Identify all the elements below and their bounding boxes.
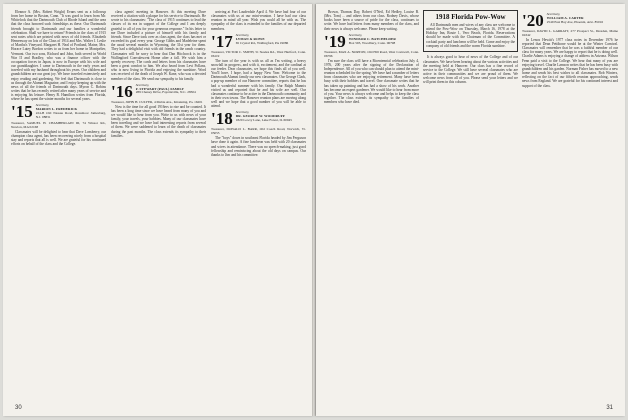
secretary-address: 2549 East Bay Ave, Phoenix, Ariz. 85016 [546,19,604,24]
column-text: The "boys" down in southeast Florida headed by Jim Ferguson have done it again. A fine luncheon was held with 20 classmates and wives in attendance. There was no speech-making, just good fellowship and reminiscing about the old days on campus. Our thanks to Jim and his committee. [211,136,306,157]
class-1915-header [11,104,106,120]
treasurer-info: Treasurer, DONALD L. BARR, Old Coach Road, Norwich, Vt. 05055 [211,127,306,136]
class-1917-header [211,31,306,51]
secretary-block [547,13,603,25]
column-text: Classmates will be delighted to hear that Dave Lonsberry, our champion class agent, has been recovering nicely from a hospital stay and reports that all is well. We are grateful for his continued efforts on behalf of the class and the College. [11,129,106,147]
class-year: '17 [211,31,233,51]
left-column-1 [11,10,106,396]
column-text: I'm sure the class will have a Bicentennial celebration July 4, 1976, 200 years after the signing of the Declaration of Independence. All of you who can should plan to attend the mini-reunion scheduled for the spring. We have had a number of letters from classmates who are enjoying retirement. Many have been busy with their hobbies and travel. One classmate writes that he has taken up painting and has had a show of his work. Another has become an expert gardener. We would like to hear from more of you. Your news is always welcome and helps to keep the class together. The class extends its sympathy to the families of members who have died. [324,58,419,105]
secretary-name: WILLIAM A. CARTER [546,15,584,20]
class-1920-header [522,13,618,28]
left-column-3 [211,10,306,396]
secretary-name: MARION L. FREDERICK [35,107,78,112]
secretary-address: 1820 Lowry Lane, Lake Forest, IL 60045 [235,118,292,123]
treasurer-info: Treasurer, VICTOR C. SMITH, 51 Steeles Rd., West Hartford, Conn. 06119 [211,49,306,58]
secretary-address: 224-B Old Nassau Road, Rossmoor Jamesburg, N.J. 08831 [35,111,106,120]
right-column-2 [423,10,518,396]
secretary-address: 65 Crystal Rd., Wallingford, PA 19086 [235,40,289,45]
secretary-label: Secretary, [235,32,250,37]
class-year: '18 [211,109,233,129]
announcement-box [423,10,518,52]
secretary-block [349,34,396,46]
class-year: '16 [111,81,133,101]
secretary-label: Secretary, [348,32,363,37]
secretary-address: Box 593, Woodbury, Conn. 06798 [348,40,396,45]
column-text: It is always good to hear of news of the College and of our classmates. We have been hearing about the various activities and the meeting held at Hanover. Our class has a fine record of service to the College. We still have several classmates who are active in their communities and we are proud of them. We welcome news from all of you. Please send your letters and we will print them in this column. [423,55,518,85]
secretary-block [36,104,106,120]
class-1916-header [111,81,206,101]
column-text: Now is the time for all good 1916ers to rise and be counted. It has been a long time since we have heard from many of you and we would like to hear from you. Write to us with news of your family, your travels, your hobbies. Many of our classmates have been traveling and we have had interesting reports from several of them. We were saddened to learn of the death of classmates during the past months. The class extends its sympathy to their families. [111,104,206,138]
column-text: The turn of the year is with us all as I'm writing, a heavy snowfall in progress, and with it, excitement, and the cardinal at our feeder. Dear classmates, we hope this finds all of you well. You'll have, I hope, had a happy New Year. Welcome to the Dartmouth Alumni family our new classmates. Our George Clark, a pop-up member of our Hanover committee, reports that he has had a wonderful summer with his family. Our Ralph Mannix visited us and reported that he and his wife are well. Our classmates continue to be active in the Dartmouth community and in their own towns. The Hanover reunion plans are moving along well and we hope that a good number of you will be able to attend. [211,58,306,109]
announcement-text: All Dartmouth men and wives of any class are welcome to attend the Pow-Wow on Thursday, March 16, 1978 at the Holiday Inn, Route 1, Vero Beach, Florida. Reservations should be made with the Chairman of the Committee. A cocktail party and luncheon will be held. Come and enjoy the company of old friends and the warm Florida sunshine. [426,23,515,48]
secretary-block [136,84,196,96]
left-column-2 [111,10,206,396]
column-text: Brown, Thomas Day, Robert O'Neil, Ed Hedley, Louise B. (Mrs. Tom) ... and others from our class. Rodney Davis, whose books have been a source of pride for the class, continues to write. We have had letters from many members of the class, and their news is always welcome. Please keep writing. [324,10,419,31]
treasurer-info: Treasurer, DAVID L. GARRATT, 277 Prospect St., Dresden, Maine 04342 [522,29,618,37]
treasurer-info: Treasurer, SAMUEL H. CHAMBERLAIN III, 74 Winsor Rd., Newton, MA 02168 [11,121,106,129]
left-page [3,4,312,416]
secretary-label: Secretary, [235,110,250,115]
class-year: '20 [522,11,544,30]
secretary-label: Secretary, [546,12,561,16]
right-page [316,4,625,416]
column-text: arriving at Fort Lauderdale April 4. We have had four of our classmates with us at our mini-reunion. I have had our class reunion in mind all year. Wish you could all be with us. The sympathy of the class is extended to the families of our departed members. [211,10,306,31]
secretary-address: 289 Cheney Drive, Fayetteville, N.C. 28304 [135,90,196,95]
announcement-title: 1918 Florida Pow-Wow [435,13,506,21]
secretary-label: Secretary, [135,82,150,87]
column-text: Eleanor A. (Mrs. Robert Wright) Evans sent us a followup from her home in Boston, Conn. "It was good to learn from Mr. Whitelock that the Dartmouth Club of Rhode Island and the area that the class honored such friendships as these. Our Dartmouth friends brought to Dartmouth and our families a wonderful celebration. Shall we have to return? Friends in the class of 1915 sent notes which are printed with news of old friends. Elizabeth Hemenway on lots of the Class of 1914 and Mrs. Walter J. Leslie of Martha's Vineyard. Margaret H. Neal of Portland, Maine, Mrs. Horace Lutey Bordon writes to us from her home in Montpelier, Vermont. Our two sons, Richard and John, both served in World War II and Bradley, who was a finance officer with the occupation forces in Japan, is now in Europe with his wife and our granddaughter. I came to Dartmouth in the early years and traveled with my husband throughout his years. Our children and grandchildren are our great joy. We have traveled extensively and enjoy reading and gardening. We feel that Dartmouth is close to us through the Alumni Magazine, and I enjoy keeping up with the news of all the friends of Dartmouth days. Myron C. Robins writes that he has recently retired after many years of service and is enjoying his leisure. Henry B. Hamilton writes from Florida, where he has spent the winter months for several years. [11,10,106,102]
column-text: In Lenox Hewitt's 1977 class notes in December 1976 he reported that Dean Pettibone would be at the Winter Carnival. Classmates will remember that he was a faithful member of our class for many years. We are happy to report that he is doing well. Charlie Adams is enjoying a change of address in Arizona. Wilson Fenn paid a visit to the College. We hear that many of you are enjoying travel. Charlie Lamson writes that he has been busy with grandchildren and his garden. Norman Fisher has moved to a new home and sends his best wishes to all classmates. Bob Winters, reflecting on the fact of our fiftieth reunion approaching, sends news from England. We are grateful for his continued interest and support of the class. [522,37,618,88]
class-year: '19 [324,31,346,51]
secretary-name: F. STEWART (PAUL) FAMILY [135,86,185,91]
secretary-label: Secretary, [35,103,50,108]
treasurer-info: Treasurer, JOHN H. CULYER, 4 Mabie Ave., Kitanning, Pa. 16201 [111,99,203,104]
class-1918-header [211,109,306,129]
secretary-name: DR. GEORGE W. WOODRUFF [235,114,286,119]
secretary-name: WINDSOR C. BATCHELDER [348,36,396,41]
page-number: 30 [15,405,22,411]
right-column-1 [324,10,419,396]
secretary-block [236,111,292,123]
column-text: class agents' meeting in Hanover. At this meeting Dave received a citation with a plaque for his service to Dartmouth. He wrote to his classmates: "The class of 1915 continues to lead the classes of its era in support of the College and I am deeply grateful to all of you for your generous response." In his letter to me Dave included a picture of himself with his family and friends. Since Dave took over as class agent, the class has met or exceeded its goal every year. George Gibbs and Madeleine spent the usual several months in Wyoming, the 31st year for them. They had a delightful visit with old friends in the ranch country. Classmates will be sorry to hear that Dan Hitchcock is in the Wallingford Convalescent Home after a fall. We wish him a speedy recovery. The cards and letters from his classmates have been a great comfort to him. We also heard from Levi Pollans, who is now living in Florida and enjoying the sunshine. Word was received of the death of Joseph W. Kane, who was a devoted member of the class. We send our sympathy to his family. [111,10,206,81]
secretary-name: LYMAN & ROWE [235,36,265,41]
class-year: '15 [11,102,33,122]
page-number: 31 [606,405,613,411]
treasurer-info: Treasurer, MAX A. NORTON, Old Hill Road, West Cornwall, Conn. 06796 [324,49,419,58]
secretary-block [236,34,288,46]
class-1919-header [324,31,419,51]
right-column-3 [522,10,618,396]
